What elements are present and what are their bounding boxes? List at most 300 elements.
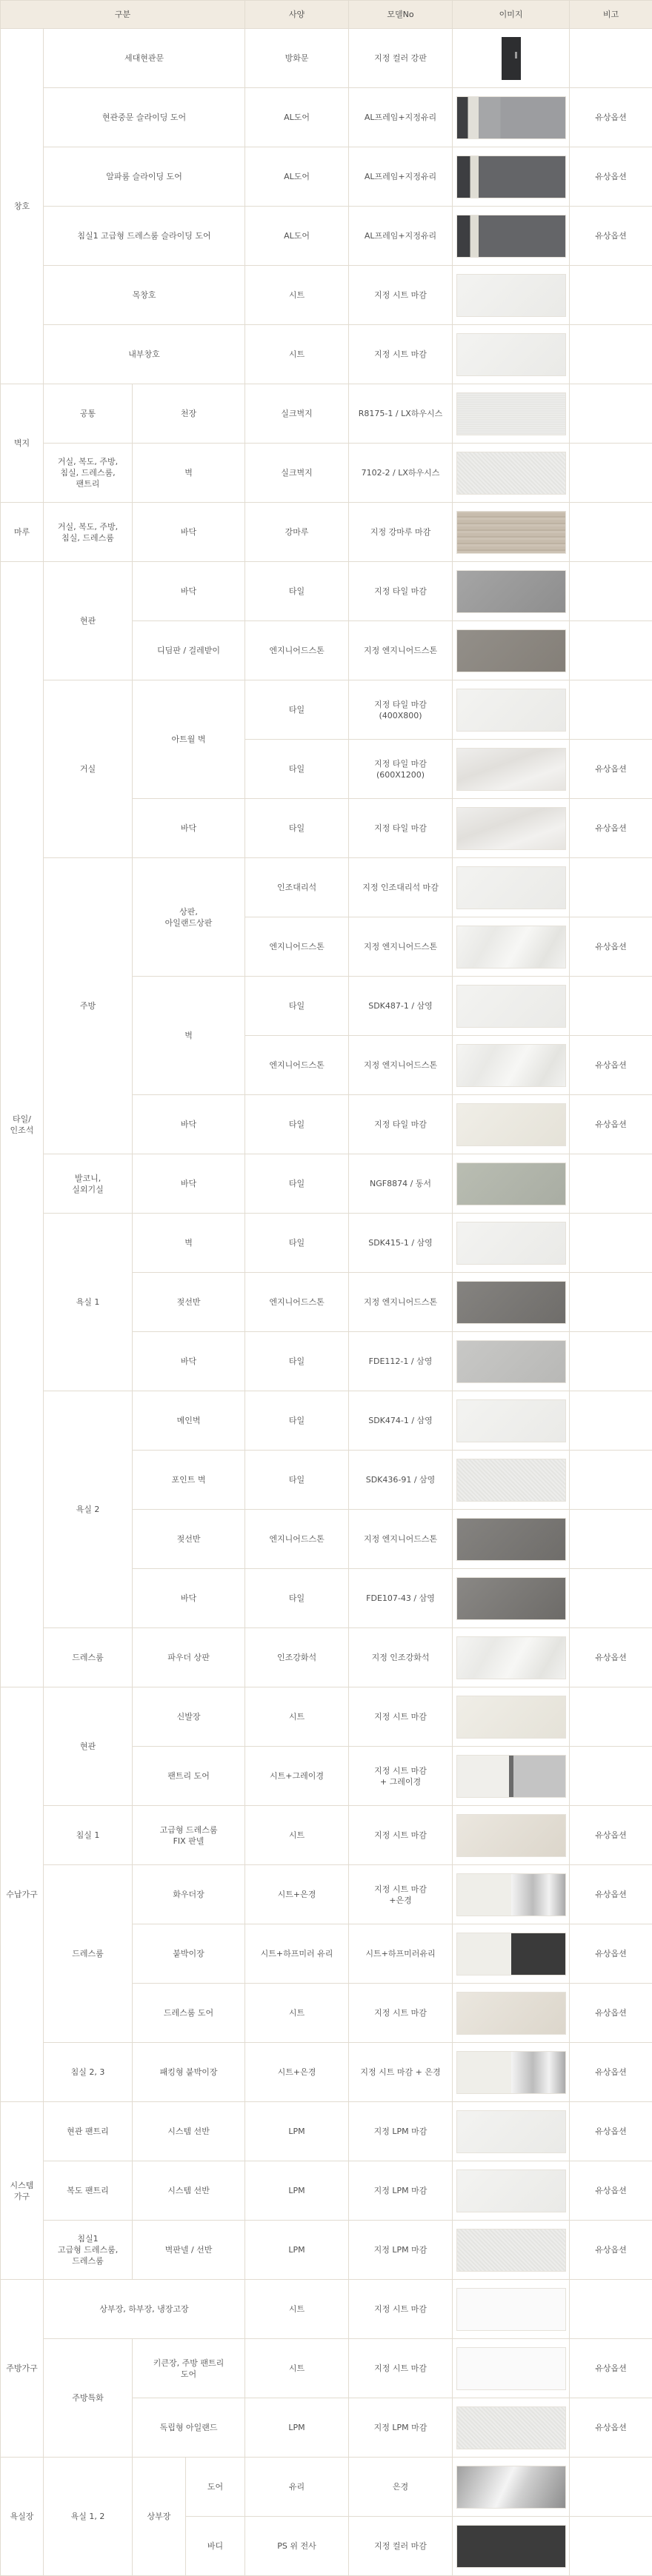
part-cell: 벽 [133, 1214, 245, 1273]
note-cell: 유상옵션 [570, 147, 652, 207]
model-cell: 지정 엔지니어드스톤 [349, 621, 453, 680]
model-cell: NGF8874 / 동서 [349, 1154, 453, 1214]
sub-part-cell: 도어 [186, 2458, 245, 2517]
spec-cell: LPM [245, 2398, 349, 2458]
part-cell: 바닥 [133, 1154, 245, 1214]
spec-cell: 타일 [245, 1332, 349, 1391]
spec-cell: 시트 [245, 266, 349, 325]
image-cell [453, 2517, 570, 2576]
spec-cell: 타일 [245, 562, 349, 621]
note-cell: 유상옵션 [570, 1095, 652, 1154]
material-swatch [456, 333, 566, 376]
spec-cell: 엔지니어드스톤 [245, 1036, 349, 1095]
table-row [1, 147, 652, 207]
note-cell: 유상옵션 [570, 1924, 652, 1984]
note-cell [570, 680, 652, 740]
image-cell [453, 2339, 570, 2398]
image-cell [453, 2161, 570, 2221]
spec-cell: 엔지니어드스톤 [245, 917, 349, 977]
model-cell: 지정 시트 마감 [349, 325, 453, 384]
image-cell [453, 1273, 570, 1332]
material-swatch [456, 2525, 566, 2568]
note-cell: 유상옵션 [570, 2043, 652, 2102]
spec-cell: 방화문 [245, 29, 349, 88]
note-cell [570, 562, 652, 621]
model-cell: R8175-1 / LX하우시스 [349, 384, 453, 444]
header-image: 이미지 [453, 1, 570, 29]
image-cell [453, 1332, 570, 1391]
image-cell [453, 444, 570, 503]
image-cell [453, 858, 570, 917]
spec-cell: 타일 [245, 1451, 349, 1510]
spec-cell: AL도어 [245, 88, 349, 147]
model-cell: 지정 컬러 마감 [349, 2517, 453, 2576]
image-cell [453, 977, 570, 1036]
note-cell [570, 977, 652, 1036]
note-cell: 유상옵션 [570, 799, 652, 858]
image-cell [453, 680, 570, 740]
item-cell: 알파룸 슬라이딩 도어 [44, 147, 245, 207]
note-cell [570, 1451, 652, 1510]
table-row [1, 1806, 652, 1865]
note-cell [570, 325, 652, 384]
table-row [1, 1154, 652, 1214]
image-cell [453, 2043, 570, 2102]
part-cell: 메인벽 [133, 1391, 245, 1451]
material-swatch [456, 926, 566, 968]
material-swatch [456, 1340, 566, 1383]
image-cell [453, 384, 570, 444]
material-swatch [456, 1636, 566, 1679]
model-cell: AL프레임+지정유리 [349, 147, 453, 207]
area-cell: 거실, 복도, 주방, 침실, 드레스룸, 팬트리 [44, 444, 133, 503]
model-cell: 지정 타일 마감 [349, 1095, 453, 1154]
part-cell: 젖선반 [133, 1510, 245, 1569]
spec-cell: PS 위 전사 [245, 2517, 349, 2576]
image-cell [453, 1391, 570, 1451]
item-cell: 내부창호 [44, 325, 245, 384]
image-cell [453, 266, 570, 325]
model-cell: AL프레임+지정유리 [349, 207, 453, 266]
material-swatch [456, 1518, 566, 1561]
spec-cell: 시트 [245, 1984, 349, 2043]
image-cell [453, 1628, 570, 1687]
item-cell: 침실1 고급형 드레스룸 슬라이딩 도어 [44, 207, 245, 266]
spec-cell: LPM [245, 2221, 349, 2280]
spec-cell: 시트+그레이경 [245, 1747, 349, 1806]
spec-cell: 타일 [245, 1391, 349, 1451]
material-swatch [456, 2110, 566, 2153]
table-row [1, 1865, 652, 1924]
note-cell [570, 2280, 652, 2339]
note-cell [570, 858, 652, 917]
material-swatch [456, 1814, 566, 1857]
area-cell: 침실1 고급형 드레스룸, 드레스룸 [44, 2221, 133, 2280]
note-cell: 유상옵션 [570, 1865, 652, 1924]
note-cell [570, 2517, 652, 2576]
spec-cell: 강마루 [245, 503, 349, 562]
note-cell [570, 1391, 652, 1451]
material-swatch [456, 1992, 566, 2035]
spec-cell: 타일 [245, 1095, 349, 1154]
note-cell [570, 1687, 652, 1747]
image-cell [453, 1036, 570, 1095]
image-cell [453, 1687, 570, 1747]
model-cell: 지정 시트 마감 [349, 2280, 453, 2339]
image-cell [453, 2221, 570, 2280]
material-swatch [456, 1873, 566, 1916]
note-cell: 유상옵션 [570, 917, 652, 977]
group-system: 시스템 가구 [1, 2102, 44, 2280]
model-cell: 은경 [349, 2458, 453, 2517]
part-cell: 파우더 상판 [133, 1628, 245, 1687]
part-cell: 화우더장 [133, 1865, 245, 1924]
model-cell: 지정 시트 마감 +은경 [349, 1865, 453, 1924]
part-cell: 아트월 벽 [133, 680, 245, 799]
area-cell: 침실 1 [44, 1806, 133, 1865]
material-swatch [456, 1281, 566, 1324]
model-cell: 지정 엔지니어드스톤 [349, 917, 453, 977]
spec-cell: 타일 [245, 1569, 349, 1628]
material-swatch [456, 2347, 566, 2390]
note-cell [570, 1510, 652, 1569]
table-row [1, 2102, 652, 2161]
note-cell [570, 2458, 652, 2517]
material-swatch [456, 1103, 566, 1146]
model-cell: 시트+하프미러유리 [349, 1924, 453, 1984]
note-cell [570, 384, 652, 444]
material-swatch [456, 452, 566, 495]
table-row [1, 2458, 652, 2517]
note-cell [570, 29, 652, 88]
material-swatch [456, 1044, 566, 1087]
table-row [1, 680, 652, 740]
spec-cell: 타일 [245, 1214, 349, 1273]
material-swatch [456, 807, 566, 850]
spec-cell: 시트 [245, 1806, 349, 1865]
area-cell: 드레스룸 [44, 1865, 133, 2043]
spec-cell: 시트 [245, 2280, 349, 2339]
table-row [1, 562, 652, 621]
material-swatch [456, 1933, 566, 1976]
material-swatch [456, 570, 566, 613]
part-cell: 팬트리 도어 [133, 1747, 245, 1806]
table-row [1, 1628, 652, 1687]
spec-cell: 타일 [245, 799, 349, 858]
group-gagu: 수납가구 [1, 1687, 44, 2102]
material-swatch [456, 689, 566, 732]
model-cell: SDK415-1 / 삼영 [349, 1214, 453, 1273]
note-cell [570, 1569, 652, 1628]
header-model: 모델No [349, 1, 453, 29]
image-cell [453, 1451, 570, 1510]
model-cell: 지정 엔지니어드스톤 [349, 1510, 453, 1569]
area-cell: 복도 팬트리 [44, 2161, 133, 2221]
part-cell: 드레스룸 도어 [133, 1984, 245, 2043]
model-cell: 지정 LPM 마감 [349, 2221, 453, 2280]
group-tile: 타일/ 인조석 [1, 562, 44, 1687]
image-cell [453, 2458, 570, 2517]
image-cell [453, 2102, 570, 2161]
note-cell: 유상옵션 [570, 2339, 652, 2398]
part-cell: 시스템 선반 [133, 2161, 245, 2221]
group-bath: 욕실장 [1, 2458, 44, 2576]
group-kitchen: 주방가구 [1, 2280, 44, 2458]
material-swatch [456, 1399, 566, 1442]
area-cell: 주방 [44, 858, 133, 1154]
part-cell: 벽 [133, 977, 245, 1095]
model-cell: 지정 LPM 마감 [349, 2161, 453, 2221]
model-cell: 지정 타일 마감 (600X1200) [349, 740, 453, 799]
material-swatch [456, 2169, 566, 2212]
material-swatch [456, 985, 566, 1028]
item-cell: 현관중문 슬라이딩 도어 [44, 88, 245, 147]
material-swatch [456, 274, 566, 317]
table-row [1, 1391, 652, 1451]
part-cell: 고급형 드레스룸 FIX 판넬 [133, 1806, 245, 1865]
image-cell [453, 1510, 570, 1569]
model-cell: AL프레임+지정유리 [349, 88, 453, 147]
note-cell: 유상옵션 [570, 207, 652, 266]
table-row [1, 503, 652, 562]
area-cell: 거실 [44, 680, 133, 858]
material-swatch [456, 1459, 566, 1502]
material-swatch [456, 2288, 566, 2331]
part-cell: 시스템 선반 [133, 2102, 245, 2161]
spec-cell: 시트 [245, 1687, 349, 1747]
model-cell: 지정 타일 마감 [349, 562, 453, 621]
spec-cell: 엔지니어드스톤 [245, 1273, 349, 1332]
part-cell: 포인트 벽 [133, 1451, 245, 1510]
item-cell: 상부장, 하부장, 냉장고장 [44, 2280, 245, 2339]
part-cell: 젖선반 [133, 1273, 245, 1332]
material-swatch [456, 1755, 566, 1798]
spec-cell: LPM [245, 2161, 349, 2221]
image-cell [453, 503, 570, 562]
image-cell [453, 147, 570, 207]
table-row [1, 2280, 652, 2339]
model-cell: 지정 인조대리석 마감 [349, 858, 453, 917]
spec-cell: 인조강화석 [245, 1628, 349, 1687]
table-row [1, 1687, 652, 1747]
model-cell: 지정 시트 마감 [349, 1687, 453, 1747]
area-cell: 욕실 1 [44, 1214, 133, 1391]
note-cell [570, 1747, 652, 1806]
part-cell: 상부장 [133, 2458, 186, 2576]
table-header-row [1, 1, 652, 29]
material-swatch [456, 748, 566, 791]
model-cell: 지정 시트 마감 [349, 1984, 453, 2043]
table-row [1, 384, 652, 444]
table-row [1, 207, 652, 266]
area-cell: 현관 팬트리 [44, 2102, 133, 2161]
door-image [502, 37, 521, 80]
part-cell: 신발장 [133, 1687, 245, 1747]
group-maru: 마루 [1, 503, 44, 562]
spec-cell: 시트 [245, 2339, 349, 2398]
model-cell: 지정 시트 마감 + 그레이경 [349, 1747, 453, 1806]
part-cell: 천장 [133, 384, 245, 444]
header-category: 구분 [1, 1, 245, 29]
image-cell [453, 740, 570, 799]
image-cell [453, 1747, 570, 1806]
model-cell: 지정 시트 마감 [349, 266, 453, 325]
model-cell: 지정 LPM 마감 [349, 2102, 453, 2161]
model-cell: 지정 강마루 마감 [349, 503, 453, 562]
image-cell [453, 325, 570, 384]
image-cell [453, 1806, 570, 1865]
spec-cell: 타일 [245, 1154, 349, 1214]
part-cell: 바닥 [133, 562, 245, 621]
spec-cell: 타일 [245, 740, 349, 799]
sub-part-cell: 바디 [186, 2517, 245, 2576]
part-cell: 상판, 아일랜드상판 [133, 858, 245, 977]
model-cell: 지정 엔지니어드스톤 [349, 1273, 453, 1332]
material-swatch [456, 2466, 566, 2509]
area-cell: 욕실 1, 2 [44, 2458, 133, 2576]
area-cell: 공통 [44, 384, 133, 444]
note-cell: 유상옵션 [570, 2102, 652, 2161]
part-cell: 벽판넬 / 선반 [133, 2221, 245, 2280]
spec-cell: 타일 [245, 977, 349, 1036]
material-swatch [456, 1162, 566, 1205]
table-row [1, 858, 652, 917]
image-cell [453, 917, 570, 977]
material-swatch [456, 2406, 566, 2449]
image-cell [453, 562, 570, 621]
model-cell: 지정 타일 마감 (400X800) [349, 680, 453, 740]
spec-cell: 시트+하프미러 유리 [245, 1924, 349, 1984]
image-cell [453, 1924, 570, 1984]
spec-cell: 실크벽지 [245, 444, 349, 503]
spec-cell: 시트+은경 [245, 2043, 349, 2102]
spec-cell: 실크벽지 [245, 384, 349, 444]
note-cell: 유상옵션 [570, 1628, 652, 1687]
model-cell: FDE112-1 / 삼영 [349, 1332, 453, 1391]
material-swatch [456, 629, 566, 672]
part-cell: 바닥 [133, 1332, 245, 1391]
model-cell: SDK474-1 / 삼영 [349, 1391, 453, 1451]
part-cell: 바닥 [133, 1569, 245, 1628]
model-cell: SDK487-1 / 삼영 [349, 977, 453, 1036]
material-swatch [456, 2229, 566, 2272]
image-cell [453, 29, 570, 88]
image-cell [453, 1214, 570, 1273]
area-cell: 침실 2, 3 [44, 2043, 133, 2102]
part-cell: 바닥 [133, 503, 245, 562]
spec-cell: 시트 [245, 325, 349, 384]
material-swatch [456, 1577, 566, 1620]
area-cell: 현관 [44, 562, 133, 680]
material-swatch [456, 392, 566, 435]
note-cell [570, 444, 652, 503]
note-cell: 유상옵션 [570, 740, 652, 799]
image-cell [453, 2398, 570, 2458]
part-cell: 독립형 아일랜드 [133, 2398, 245, 2458]
image-cell [453, 1569, 570, 1628]
table-row [1, 2161, 652, 2221]
spec-cell: 엔지니어드스톤 [245, 621, 349, 680]
image-cell [453, 621, 570, 680]
note-cell [570, 621, 652, 680]
area-cell: 거실, 복도, 주방, 침실, 드레스룸 [44, 503, 133, 562]
spec-cell: 타일 [245, 680, 349, 740]
note-cell [570, 503, 652, 562]
table-row [1, 2339, 652, 2398]
image-cell [453, 2280, 570, 2339]
material-swatch [456, 866, 566, 909]
image-cell [453, 88, 570, 147]
table-row [1, 325, 652, 384]
part-cell: 바닥 [133, 799, 245, 858]
image-cell [453, 799, 570, 858]
table-row [1, 2221, 652, 2280]
image-cell [453, 1154, 570, 1214]
spec-cell: AL도어 [245, 207, 349, 266]
part-cell: 벽 [133, 444, 245, 503]
image-cell [453, 1095, 570, 1154]
item-cell: 목창호 [44, 266, 245, 325]
header-spec: 사양 [245, 1, 349, 29]
part-cell: 디딤판 / 걸레받이 [133, 621, 245, 680]
note-cell [570, 1154, 652, 1214]
image-cell [453, 207, 570, 266]
note-cell: 유상옵션 [570, 1984, 652, 2043]
model-cell: 지정 LPM 마감 [349, 2398, 453, 2458]
note-cell: 유상옵션 [570, 88, 652, 147]
material-swatch [456, 1696, 566, 1739]
model-cell: FDE107-43 / 삼영 [349, 1569, 453, 1628]
spec-cell: 엔지니어드스톤 [245, 1510, 349, 1569]
part-cell: 패킹형 붙박이장 [133, 2043, 245, 2102]
model-cell: 지정 엔지니어드스톤 [349, 1036, 453, 1095]
table-row [1, 266, 652, 325]
model-cell: 지정 컬러 강판 [349, 29, 453, 88]
area-cell: 현관 [44, 1687, 133, 1806]
note-cell [570, 1273, 652, 1332]
table-row [1, 29, 652, 88]
image-cell [453, 1984, 570, 2043]
spec-cell: AL도어 [245, 147, 349, 207]
area-cell: 주방특화 [44, 2339, 133, 2458]
group-byeokji: 벽지 [1, 384, 44, 503]
note-cell [570, 1332, 652, 1391]
area-cell: 발코니, 실외기실 [44, 1154, 133, 1214]
table-row [1, 1214, 652, 1273]
item-cell: 세대현관문 [44, 29, 245, 88]
header-note: 비고 [570, 1, 652, 29]
spec-cell: 인조대리석 [245, 858, 349, 917]
spec-cell: 유리 [245, 2458, 349, 2517]
note-cell: 유상옵션 [570, 2398, 652, 2458]
model-cell: 지정 인조강화석 [349, 1628, 453, 1687]
sliding-door-swatch [456, 96, 566, 139]
part-cell: 바닥 [133, 1095, 245, 1154]
note-cell [570, 1214, 652, 1273]
note-cell [570, 266, 652, 325]
model-cell: 지정 시트 마감 + 은경 [349, 2043, 453, 2102]
spec-cell: LPM [245, 2102, 349, 2161]
note-cell: 유상옵션 [570, 2161, 652, 2221]
material-swatch [456, 511, 566, 554]
model-cell: 지정 시트 마감 [349, 2339, 453, 2398]
material-swatch [456, 2051, 566, 2094]
model-cell: 지정 시트 마감 [349, 1806, 453, 1865]
area-cell: 드레스룸 [44, 1628, 133, 1687]
group-changho: 창호 [1, 29, 44, 384]
table-row [1, 88, 652, 147]
sliding-door-swatch [456, 155, 566, 198]
